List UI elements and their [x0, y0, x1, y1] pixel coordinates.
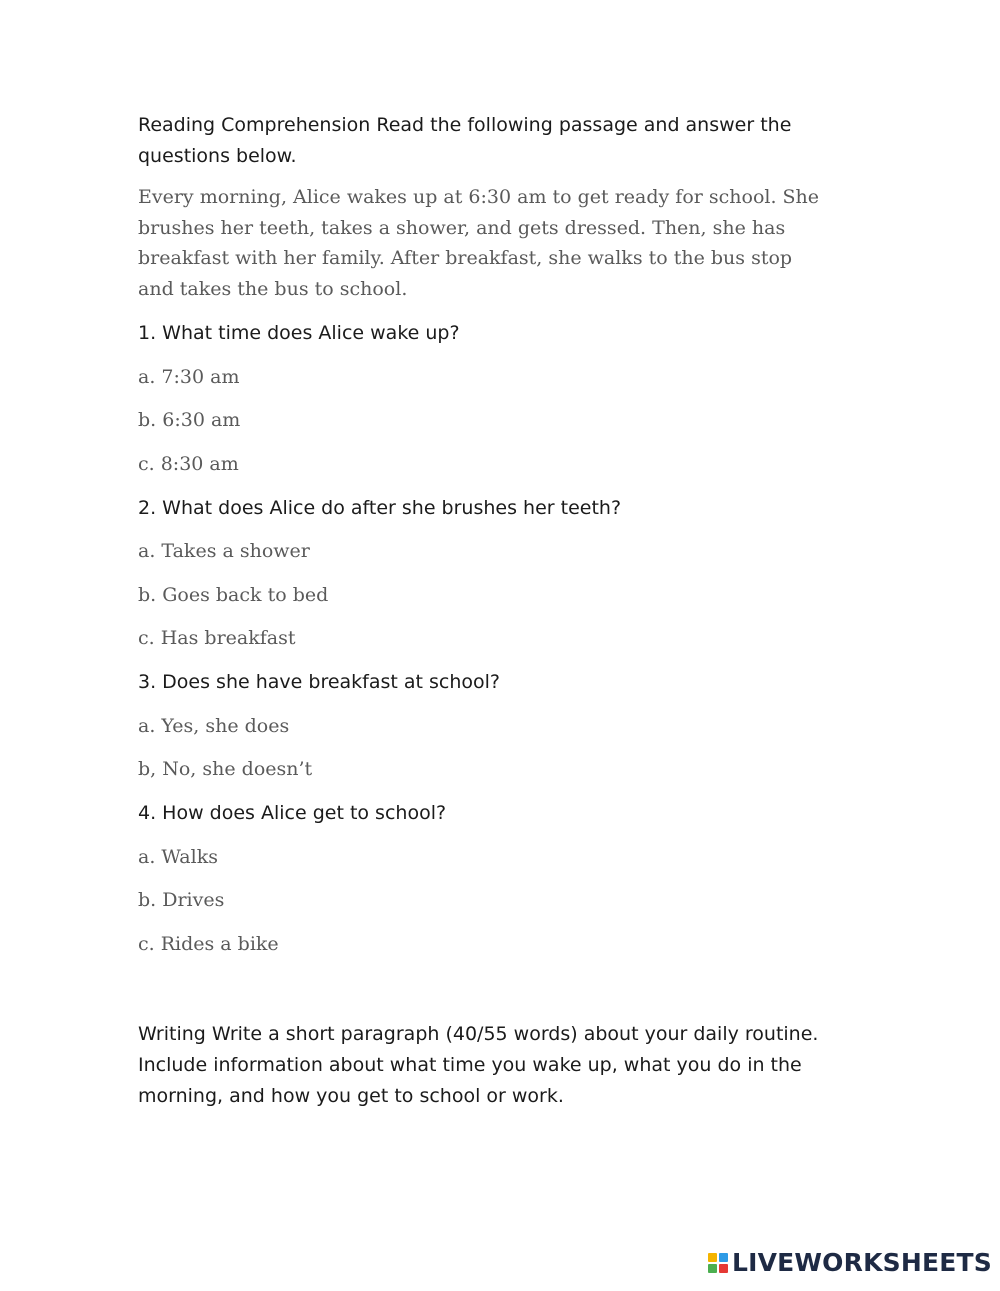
- passage-line: breakfast with her family. After breakfast, she walks to the bus stop: [138, 247, 793, 269]
- question-text: 1. What time does Alice wake up?: [138, 322, 460, 344]
- question-block-2: [138, 493, 858, 654]
- reading-passage: [138, 182, 858, 304]
- answer-option[interactable]: c. 8:30 am: [138, 452, 239, 475]
- answer-option[interactable]: a. Yes, she does: [138, 714, 290, 737]
- answer-option[interactable]: c. Rides a bike: [138, 932, 279, 955]
- question-block-3: [138, 667, 858, 784]
- writing-task: [138, 1019, 858, 1112]
- reading-heading-line: questions below.: [138, 145, 297, 167]
- question-block-1: [138, 318, 858, 479]
- passage-line: Every morning, Alice wakes up at 6:30 am to get ready for school. She: [138, 186, 820, 208]
- answer-option[interactable]: a. 7:30 am: [138, 365, 240, 388]
- writing-line: Writing Write a short paragraph (40/55 words) about your daily routine.: [138, 1022, 819, 1045]
- writing-line: morning, and how you get to school or work.: [138, 1084, 564, 1107]
- answer-option[interactable]: b, No, she doesn’t: [138, 758, 313, 780]
- answer-option[interactable]: a. Takes a shower: [138, 540, 310, 562]
- writing-line: Include information about what time you wake up, what you do in the: [138, 1053, 802, 1076]
- answer-option[interactable]: b. Drives: [138, 889, 225, 911]
- answer-option[interactable]: c. Has breakfast: [138, 627, 296, 649]
- question-text: 4. How does Alice get to school?: [138, 802, 447, 824]
- answer-option[interactable]: b. 6:30 am: [138, 409, 241, 431]
- reading-heading-line: Reading Comprehension Read the following passage and answer the: [138, 114, 792, 136]
- reading-heading: [138, 110, 858, 172]
- question-text: 3. Does she have breakfast at school?: [138, 671, 501, 693]
- answer-option[interactable]: b. Goes back to bed: [138, 583, 329, 606]
- liveworksheets-brand: [708, 1248, 992, 1277]
- brand-text: LIVEWORKSHEETS: [731, 1248, 992, 1277]
- worksheet-page: [138, 110, 858, 1112]
- question-block-4: [138, 798, 858, 959]
- liveworksheets-logo-icon: [708, 1253, 728, 1273]
- question-text: 2. What does Alice do after she brushes her teeth?: [138, 496, 622, 519]
- passage-line: and takes the bus to school.: [138, 277, 408, 300]
- answer-option[interactable]: a. Walks: [138, 845, 218, 868]
- passage-line: brushes her teeth, takes a shower, and gets dressed. Then, she has: [138, 216, 786, 239]
